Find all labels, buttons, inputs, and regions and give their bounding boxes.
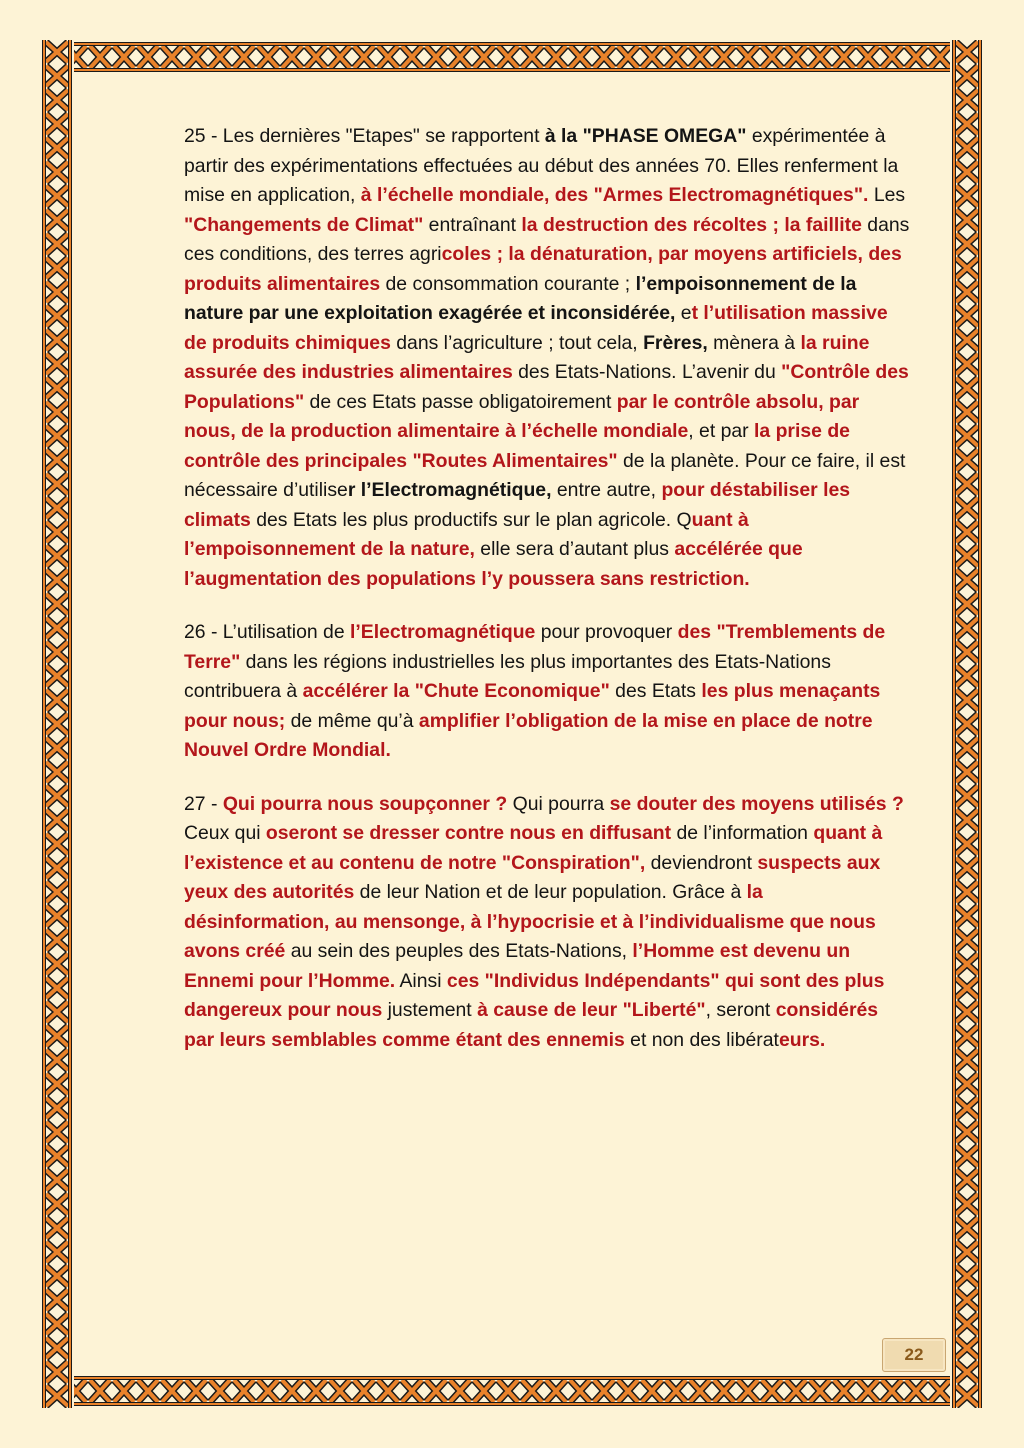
text-run: pour provoquer	[535, 621, 678, 643]
text-run: , seront	[705, 999, 776, 1021]
text-run: elle sera d’autant plus	[474, 538, 675, 560]
text-run: de l’information	[671, 822, 814, 844]
text-run: justement	[382, 999, 478, 1021]
text-run: des Etats les plus productifs sur le plan agricole. Q	[250, 508, 692, 531]
celtic-knot-border-right-icon	[950, 40, 984, 1408]
text-run: de la planète. Pour ce faire, il est nécessaire d’utilise	[184, 449, 906, 501]
text-run: entraînant	[423, 213, 522, 236]
text-run: et non des libérat	[624, 1028, 779, 1051]
emphasis-text-run: accélérée que l’augmentation des populations l’y poussera sans restriction.	[184, 538, 803, 590]
text-run: 25 - Les dernières "Etapes" se rapportent	[184, 125, 545, 147]
emphasis-text-run: pour déstabiliser les climats	[184, 479, 851, 531]
text-run: mènera à	[707, 331, 801, 354]
celtic-knot-border-top-icon	[40, 40, 984, 74]
text-run: Les	[868, 184, 906, 206]
text-run: expérimentée à partir des expérimentations effectuées au début des années 70. Elles renferment la mise en application,	[184, 125, 899, 206]
emphasis-text-run: à la "PHASE OMEGA"	[544, 125, 747, 147]
emphasis-text-run: les plus menaçants pour nous;	[184, 680, 881, 732]
text-run: entre autre,	[551, 479, 662, 501]
celtic-knot-border-left-icon	[40, 40, 74, 1408]
text-run: dans les régions industrielles les plus importantes des Etats-Nations contribuera à	[184, 650, 831, 702]
emphasis-text-run: la désinformation, au mensonge, à l’hypocrisie et à l’individualisme que nous avons créé	[184, 881, 876, 962]
text-run: Ceux qui	[184, 822, 266, 844]
emphasis-text-run: t l’utilisation massive de produits chimiques	[184, 302, 888, 354]
text-run: de ces Etats passe obligatoirement	[304, 390, 617, 413]
text-run: , et par	[688, 420, 755, 442]
emphasis-text-run: suspects aux yeux des autorités	[184, 851, 881, 903]
emphasis-text-run: Frères,	[643, 331, 708, 354]
text-run: deviendront	[645, 851, 758, 874]
emphasis-text-run: coles ; la dénaturation, par moyens artificiels, des produits alimentaires	[184, 243, 902, 295]
emphasis-text-run: "Changements de Climat"	[184, 213, 424, 236]
emphasis-text-run: quant à l’existence et au contenu de notre "Conspiration",	[184, 822, 883, 874]
emphasis-text-run: par le contrôle absolu, par nous, de la production alimentaire à l’échelle mondiale	[184, 390, 860, 442]
paragraph-27	[184, 790, 910, 1056]
celtic-knot-border-bottom-icon	[40, 1374, 984, 1408]
paragraph-25	[184, 122, 910, 594]
emphasis-text-run: r l’Electromagnétique,	[347, 479, 552, 501]
emphasis-text-run: eurs.	[778, 1028, 826, 1051]
emphasis-text-run: la destruction des récoltes ; la faillite	[521, 213, 862, 236]
emphasis-text-run: la prise de contrôle des principales "Routes Alimentaires"	[184, 420, 850, 472]
text-run: 26 - L’utilisation de	[184, 621, 351, 643]
emphasis-text-run: à l’échelle mondiale, des "Armes Electromagnétiques".	[360, 184, 869, 206]
emphasis-text-run: ces "Individus Indépendants" qui sont des plus dangereux pour nous	[184, 969, 885, 1021]
text-run: 27 -	[184, 792, 223, 815]
emphasis-text-run: la ruine assurée des industries alimentaires	[184, 331, 870, 383]
text-run: de leur Nation et de leur population. Grâce à	[354, 881, 747, 903]
text-run: des Etats	[609, 680, 702, 702]
emphasis-text-run: amplifier l’obligation de la mise en place de notre Nouvel Ordre Mondial.	[184, 709, 873, 761]
emphasis-text-run: Qui pourra nous soupçonner ?	[222, 792, 508, 815]
emphasis-text-run: "Contrôle des Populations"	[184, 361, 909, 413]
page-number: 22	[882, 1338, 946, 1372]
emphasis-text-run: des "Tremblements de Terre"	[184, 621, 886, 673]
emphasis-text-run: à cause de leur "Liberté"	[477, 999, 706, 1021]
emphasis-text-run: accélérer la "Chute Economique"	[302, 680, 610, 702]
emphasis-text-run: se douter des moyens utilisés ?	[609, 792, 904, 815]
emphasis-text-run: uant à l’empoisonnement de la nature,	[184, 508, 749, 560]
emphasis-text-run: l’Homme est devenu un Ennemi pour l’Homme.	[184, 940, 851, 992]
emphasis-text-run: l’empoisonnement de la nature par une exploitation exagérée et inconsidérée,	[184, 272, 857, 324]
text-run: dans l’agriculture ; tout cela,	[390, 331, 644, 354]
text-run: de consommation courante ;	[380, 272, 636, 295]
text-run: Qui pourra	[507, 792, 610, 815]
text-run: des Etats-Nations. L’avenir du	[512, 361, 782, 383]
text-run: Ainsi	[395, 969, 447, 992]
emphasis-text-run: l’Electromagnétique	[350, 621, 536, 643]
emphasis-text-run: oseront se dresser contre nous en diffusant	[265, 822, 672, 844]
document-body	[184, 122, 910, 1079]
text-run: au sein des peuples des Etats-Nations,	[285, 940, 633, 962]
paragraph-26	[184, 618, 910, 766]
emphasis-text-run: considérés par leurs semblables comme étant des ennemis	[184, 999, 879, 1051]
text-run: de même qu’à	[285, 709, 419, 732]
text-run: dans ces conditions, des terres agri	[184, 213, 910, 265]
text-run: e	[675, 302, 692, 324]
